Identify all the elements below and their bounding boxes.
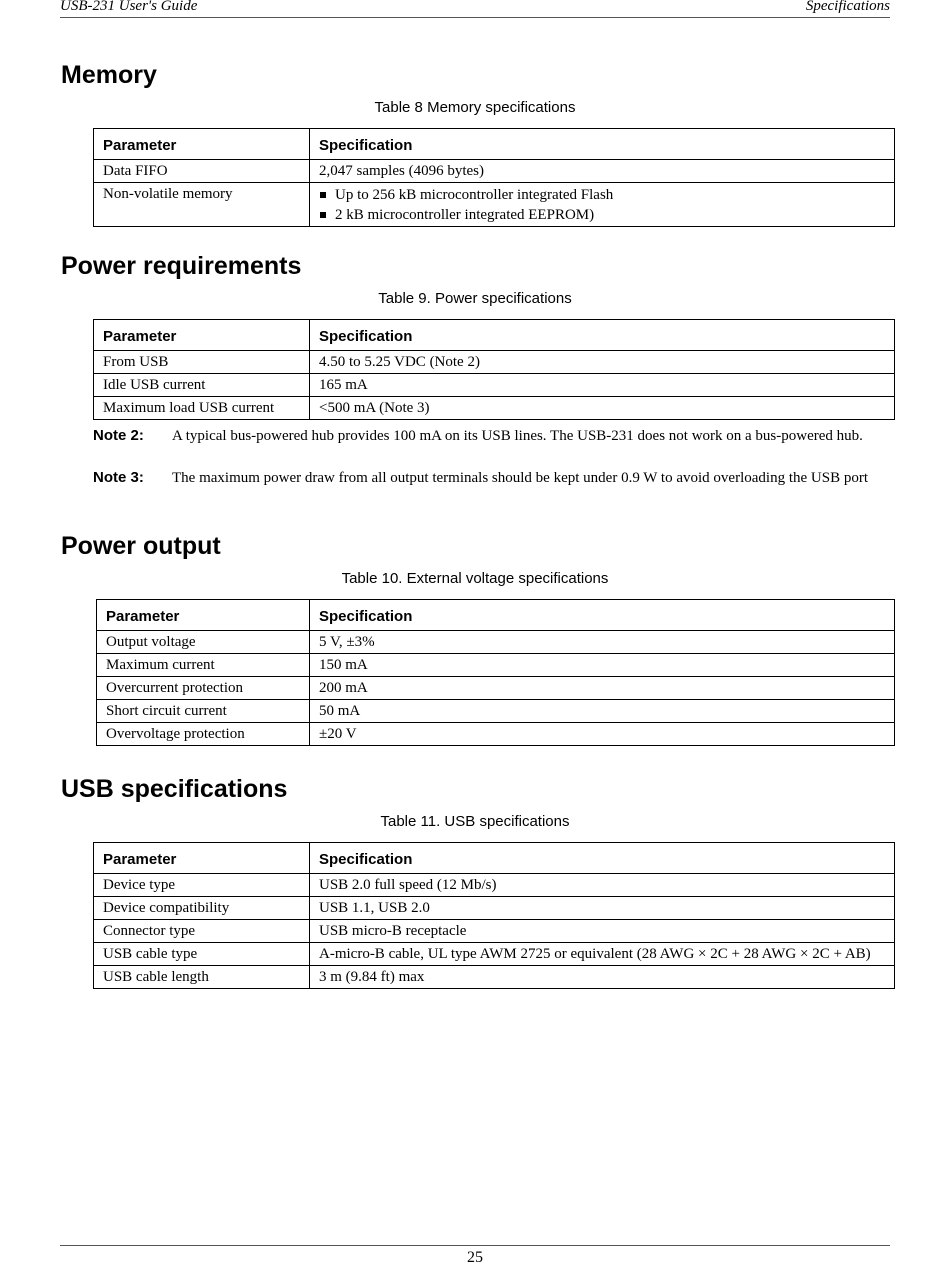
- usb-spec-table: [93, 842, 895, 989]
- parameter-cell: Overcurrent protection: [97, 677, 310, 700]
- note-label: Note 3:: [93, 469, 144, 486]
- parameter-cell: Device compatibility: [94, 897, 310, 920]
- table-row: [94, 183, 895, 227]
- running-header: [60, 0, 890, 18]
- list-item-text: 2 kB microcontroller integrated EEPROM): [335, 207, 595, 223]
- column-header-parameter: Parameter: [94, 320, 310, 351]
- note-3: [93, 469, 893, 487]
- column-header-specification: Specification: [310, 843, 895, 874]
- bullet-list: [319, 185, 885, 225]
- table-row: [94, 397, 895, 420]
- table-header-row: [94, 320, 895, 351]
- table-row: [97, 631, 895, 654]
- column-header-specification: Specification: [310, 129, 895, 160]
- specification-cell: 150 mA: [310, 654, 895, 677]
- table-header-row: [94, 129, 895, 160]
- page-number: 25: [467, 1249, 483, 1266]
- square-bullet-icon: [320, 192, 326, 198]
- parameter-cell: USB cable type: [94, 943, 310, 966]
- specification-cell: 4.50 to 5.25 VDC (Note 2): [310, 351, 895, 374]
- specification-cell: 3 m (9.84 ft) max: [310, 966, 895, 989]
- parameter-cell: Data FIFO: [94, 160, 310, 183]
- table-row: [94, 160, 895, 183]
- specification-cell: [310, 183, 895, 227]
- list-item: [319, 205, 885, 225]
- specification-cell: 2,047 samples (4096 bytes): [310, 160, 895, 183]
- table-row: [97, 723, 895, 746]
- column-header-specification: Specification: [310, 320, 895, 351]
- table-row: [94, 351, 895, 374]
- list-item-text: Up to 256 kB microcontroller integrated Flash: [335, 187, 614, 203]
- note-label: Note 2:: [93, 427, 144, 444]
- specification-cell: A-micro-B cable, UL type AWM 2725 or equivalent (28 AWG × 2C + 28 AWG × 2C + AB): [310, 943, 895, 966]
- list-item: [319, 185, 885, 205]
- specification-cell: USB 1.1, USB 2.0: [310, 897, 895, 920]
- table-row: [94, 920, 895, 943]
- power-output-spec-table: [96, 599, 895, 746]
- table-row: [97, 677, 895, 700]
- header-chapter-title: Specifications: [805, 0, 890, 14]
- table-caption-power-output: Table 10. External voltage specifications: [341, 570, 609, 587]
- specification-cell: ±20 V: [310, 723, 895, 746]
- table-header-row: [94, 843, 895, 874]
- table-row: [97, 700, 895, 723]
- specification-cell: 165 mA: [310, 374, 895, 397]
- table-header-row: [97, 600, 895, 631]
- square-bullet-icon: [320, 212, 326, 218]
- table-caption-memory: Table 8 Memory specifications: [374, 99, 576, 116]
- section-title-power-requirements: Power requirements: [61, 252, 302, 280]
- memory-spec-table: [93, 128, 895, 227]
- parameter-cell: Output voltage: [97, 631, 310, 654]
- header-document-title: USB-231 User's Guide: [60, 0, 198, 14]
- parameter-cell: Device type: [94, 874, 310, 897]
- note-2: [93, 427, 893, 445]
- table-row: [94, 897, 895, 920]
- specification-cell: 50 mA: [310, 700, 895, 723]
- column-header-parameter: Parameter: [94, 843, 310, 874]
- column-header-specification: Specification: [310, 600, 895, 631]
- table-row: [97, 654, 895, 677]
- column-header-parameter: Parameter: [97, 600, 310, 631]
- parameter-cell: Overvoltage protection: [97, 723, 310, 746]
- table-caption-power: Table 9. Power specifications: [378, 290, 572, 307]
- power-spec-table: [93, 319, 895, 420]
- specification-cell: 200 mA: [310, 677, 895, 700]
- parameter-cell: Idle USB current: [94, 374, 310, 397]
- footer-divider: [60, 1245, 890, 1246]
- table-row: [94, 874, 895, 897]
- table-caption-usb: Table 11. USB specifications: [380, 813, 570, 830]
- section-title-memory: Memory: [61, 61, 157, 89]
- note-text: The maximum power draw from all output terminals should be kept under 0.9 W to avoid overloading the USB port: [172, 470, 868, 486]
- table-row: [94, 966, 895, 989]
- note-text: A typical bus-powered hub provides 100 mA on its USB lines. The USB-231 does not work on a bus-powered hub.: [172, 428, 863, 444]
- specification-cell: <500 mA (Note 3): [310, 397, 895, 420]
- parameter-cell: Short circuit current: [97, 700, 310, 723]
- section-title-usb-specifications: USB specifications: [61, 775, 288, 803]
- parameter-cell: Connector type: [94, 920, 310, 943]
- specification-cell: USB micro-B receptacle: [310, 920, 895, 943]
- section-title-power-output: Power output: [61, 532, 221, 560]
- specification-cell: USB 2.0 full speed (12 Mb/s): [310, 874, 895, 897]
- parameter-cell: Non-volatile memory: [94, 183, 310, 227]
- table-row: [94, 943, 895, 966]
- specification-cell: 5 V, ±3%: [310, 631, 895, 654]
- parameter-cell: From USB: [94, 351, 310, 374]
- table-row: [94, 374, 895, 397]
- parameter-cell: Maximum current: [97, 654, 310, 677]
- parameter-cell: Maximum load USB current: [94, 397, 310, 420]
- column-header-parameter: Parameter: [94, 129, 310, 160]
- parameter-cell: USB cable length: [94, 966, 310, 989]
